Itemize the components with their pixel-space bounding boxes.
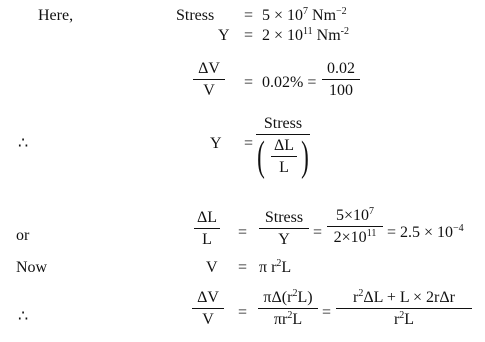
equals-sign: = xyxy=(244,135,254,152)
volume-label: V xyxy=(206,259,218,276)
youngs-modulus-label: Y xyxy=(210,135,222,152)
equals-sign: = xyxy=(244,27,254,44)
stress-value: $5 \times 10^7$ $Nm^{-2}$ xyxy=(262,6,347,24)
therefore-symbol: ∴ xyxy=(18,308,29,325)
strain-fraction: ΔL L xyxy=(271,138,297,176)
equals-sign: = xyxy=(238,259,248,276)
expanded-volume-fraction: $r^2\Delta L + L \times 2r\Delta r$ $r^2L$ xyxy=(336,290,472,328)
volume-differential-fraction: $\pi\Delta(r^2L)$ $\pi r^2L$ xyxy=(258,290,318,328)
equals-sign: = xyxy=(238,224,248,241)
equals-sign: = xyxy=(322,304,332,321)
strain-result: = $2.5 \times 10^{-4}$ xyxy=(387,223,464,241)
stress-over-y-fraction: Stress Y xyxy=(259,210,309,248)
equals-sign: = xyxy=(244,7,254,24)
youngs-modulus-value: $2 \times 10^{11}$ $Nm^{-2}$ xyxy=(262,26,350,44)
equals-sign: = xyxy=(244,74,254,91)
stress-label: Stress xyxy=(176,7,215,24)
equals-sign: = xyxy=(238,304,248,321)
therefore-symbol: ∴ xyxy=(18,135,29,152)
volume-strain-fraction: ΔV V xyxy=(193,61,225,99)
numeric-strain-fraction: $5\times 10^7$ $2\times 10^{11}$ xyxy=(327,208,383,246)
percent-value: 0.02% = xyxy=(262,74,317,91)
youngs-modulus-formula: Stress xyxy=(256,116,310,135)
or-label: or xyxy=(16,227,30,244)
here-label: Here, xyxy=(38,7,74,24)
youngs-modulus-label: Y xyxy=(218,27,230,44)
left-paren: ( xyxy=(257,134,265,180)
volume-strain-fraction: ΔV V xyxy=(192,290,224,328)
right-paren: ) xyxy=(301,134,309,180)
percent-fraction: 0.02 100 xyxy=(322,61,360,99)
now-label: Now xyxy=(16,259,48,276)
strain-fraction: ΔL L xyxy=(194,210,220,248)
volume-formula: π $r^2L$ xyxy=(259,258,292,276)
equals-sign: = xyxy=(313,224,323,241)
